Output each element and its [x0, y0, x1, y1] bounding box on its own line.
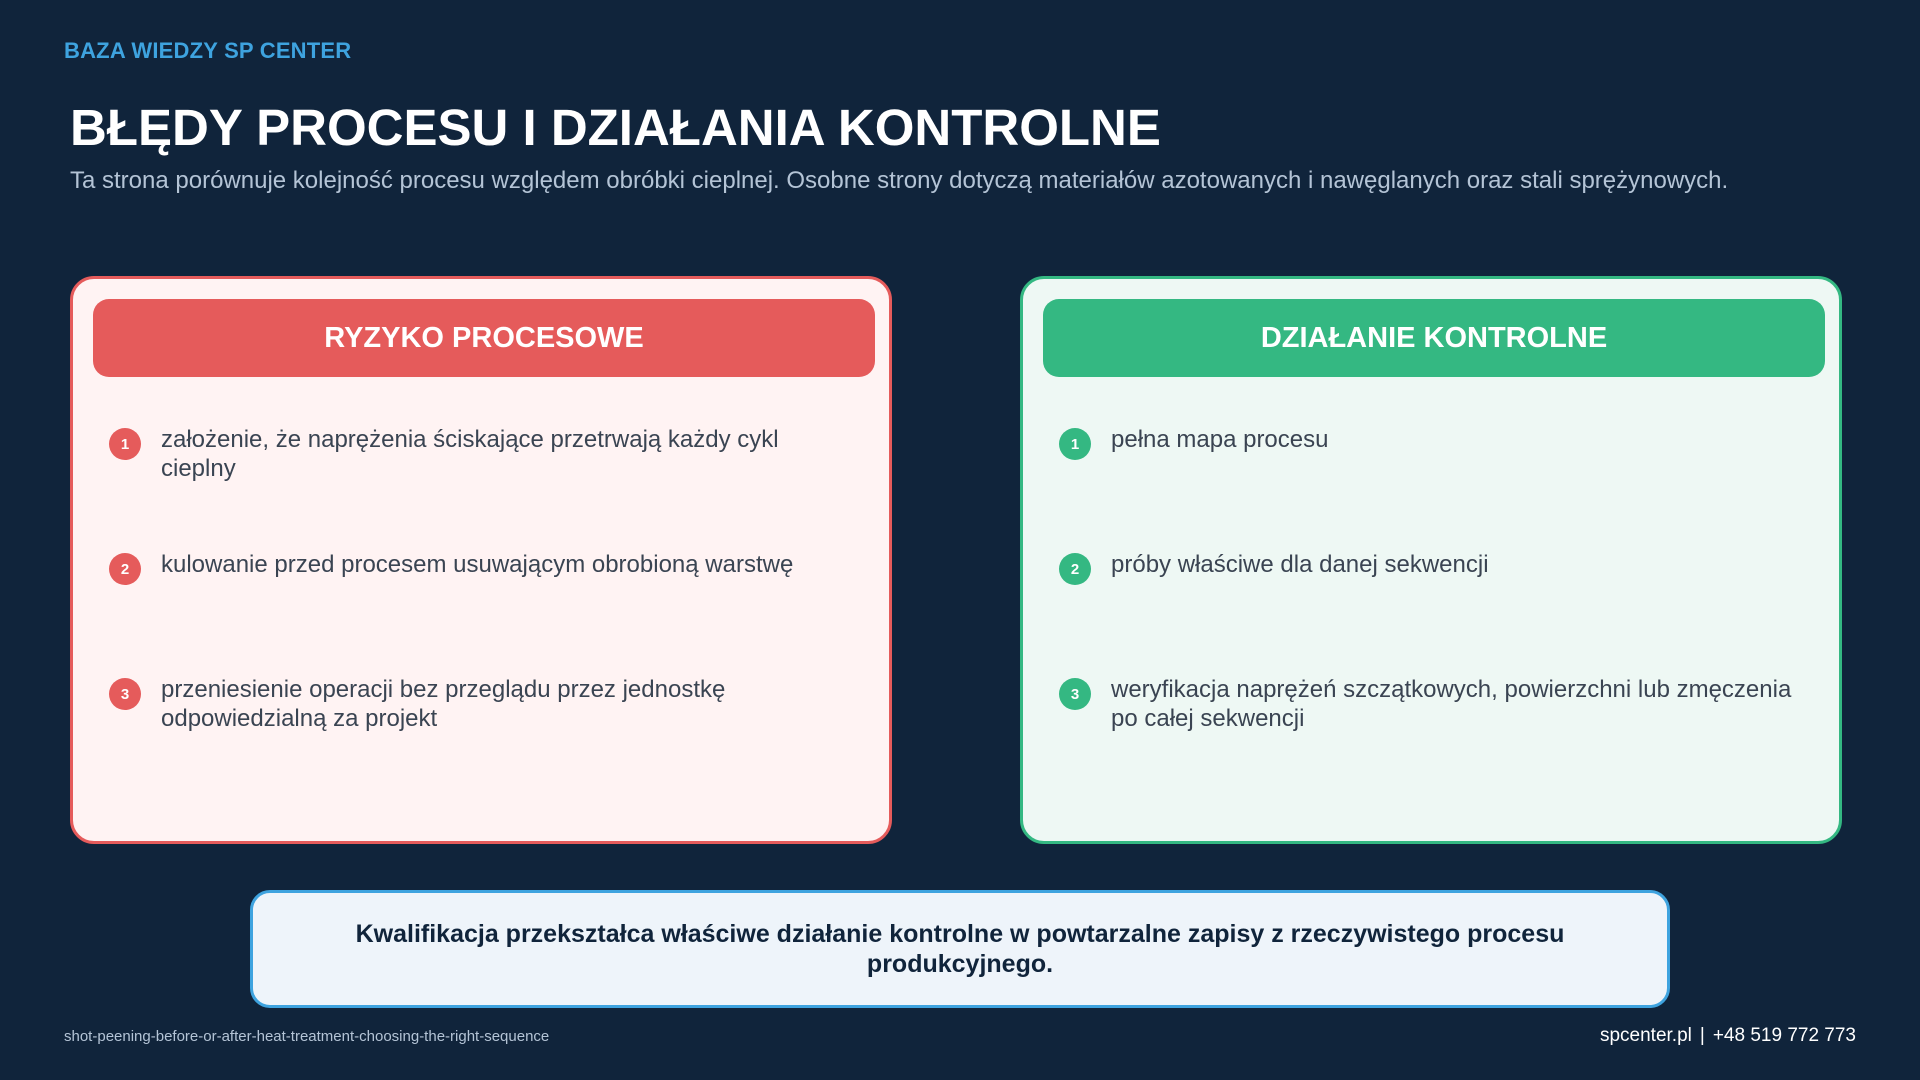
control-item: [1059, 675, 1809, 733]
number-badge: 1: [1059, 428, 1091, 460]
footer-separator: |: [1699, 1025, 1705, 1046]
control-panel: [1020, 276, 1842, 844]
control-panel-heading: DZIAŁANIE KONTROLNE: [1043, 299, 1825, 377]
risk-item-text: założenie, że naprężenia ściskające przetrwają każdy cykl cieplny: [161, 426, 779, 482]
footer-contact: [1600, 1025, 1856, 1047]
risk-panel-heading: RYZYKO PROCESOWE: [93, 299, 875, 377]
footer-website: spcenter.pl: [1599, 1025, 1692, 1046]
number-badge: 2: [1059, 553, 1091, 585]
risk-panel: [70, 276, 892, 844]
footer-phone: +48 519 772 773: [1712, 1025, 1856, 1046]
control-item-text: próby właściwe dla danej sekwencji: [1111, 551, 1489, 578]
risk-item: [109, 550, 859, 585]
number-badge: 1: [109, 428, 141, 460]
risk-item-text: przeniesienie operacji bez przeglądu przez jednostkę odpowiedzialną za projekt: [161, 676, 726, 732]
page-subtitle: Ta strona porównuje kolejność procesu względem obróbki cieplnej. Osobne strony dotyczą materiałów azotowanych i nawęglanych oraz stali sprężynowych.: [70, 167, 1729, 194]
page-title: BŁĘDY PROCESU I DZIAŁANIA KONTROLNE: [70, 99, 1161, 156]
risk-item: [109, 675, 859, 733]
footer-slug: shot-peening-before-or-after-heat-treatment-choosing-the-right-sequence: [64, 1028, 550, 1045]
number-badge: 3: [109, 678, 141, 710]
brand-label: BAZA WIEDZY SP CENTER: [64, 38, 352, 63]
control-item-text: weryfikacja naprężeń szczątkowych, powierzchni lub zmęczenia po całej sekwencji: [1111, 676, 1792, 732]
number-badge: 2: [109, 553, 141, 585]
summary-callout: [250, 890, 1670, 1008]
risk-item-text: kulowanie przed procesem usuwającym obrobioną warstwę: [161, 551, 794, 578]
control-item: [1059, 425, 1809, 460]
summary-text: Kwalifikacja przekształca właściwe działanie kontrolne w powtarzalne zapisy z rzeczywistego procesu produkcyjnego.: [355, 920, 1565, 978]
risk-item: [109, 425, 859, 483]
control-item: [1059, 550, 1809, 585]
number-badge: 3: [1059, 678, 1091, 710]
control-item-text: pełna mapa procesu: [1111, 426, 1329, 453]
